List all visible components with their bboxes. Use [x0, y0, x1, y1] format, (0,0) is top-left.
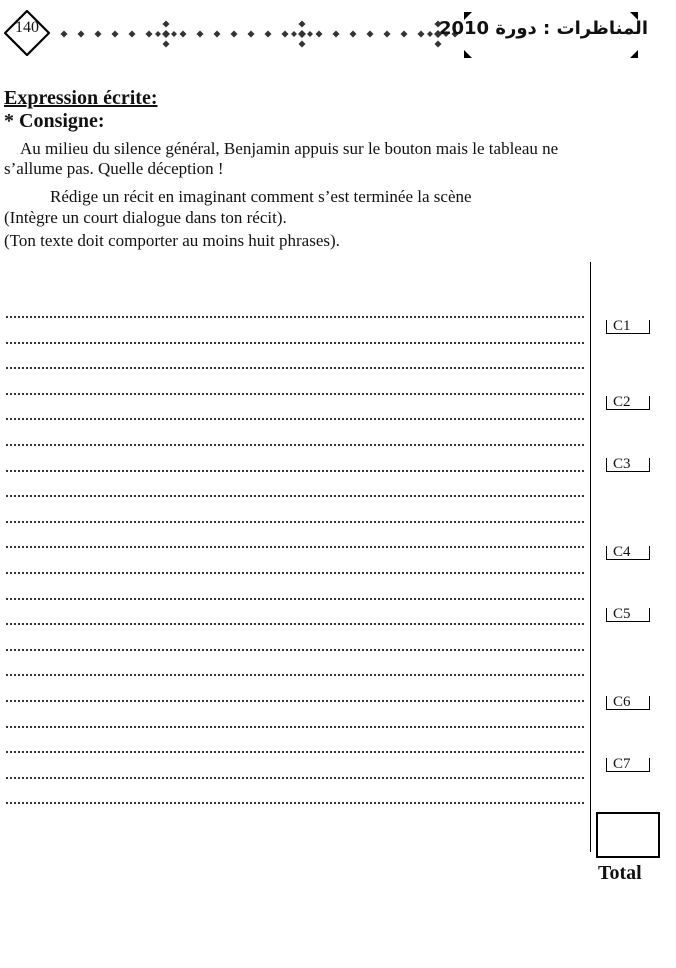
diamond-dot-icon: [171, 31, 177, 37]
diamond-dot-icon: [298, 30, 306, 38]
diamond-dot-icon: [350, 31, 357, 38]
diamond-dot-icon: [427, 31, 433, 37]
dotted-writing-line[interactable]: [6, 444, 584, 447]
criterion-box-c1: C1: [606, 320, 650, 334]
diamond-dot-icon: [112, 31, 119, 38]
dotted-writing-line[interactable]: [6, 598, 584, 601]
diamond-dot-icon: [299, 41, 306, 48]
margin-divider: [590, 262, 591, 852]
consigne-line: Rédige un récit en imaginant comment s’est terminée la scène: [50, 187, 472, 206]
dotted-writing-line[interactable]: [6, 751, 584, 754]
dotted-writing-line[interactable]: [6, 470, 584, 473]
section-title: Expression écrite:: [4, 87, 158, 109]
diamond-dot-icon: [61, 31, 68, 38]
diamond-dot-icon: [163, 41, 170, 48]
diamond-dot-icon: [214, 31, 221, 38]
diamond-dot-icon: [231, 31, 238, 38]
dotted-writing-line[interactable]: [6, 802, 584, 805]
diamond-dot-icon: [162, 30, 170, 38]
dotted-writing-line[interactable]: [6, 521, 584, 524]
page-header: [0, 0, 676, 60]
diamond-dot-icon: [384, 31, 391, 38]
header-title: المناظرات : دورة 2010: [438, 18, 648, 39]
criterion-box-c5: C5: [606, 608, 650, 622]
page-number: 140: [15, 19, 39, 36]
diamond-dot-icon: [401, 31, 408, 38]
criterion-box-c6: C6: [606, 696, 650, 710]
consigne-line: s’allume pas. Quelle déception !: [4, 159, 224, 178]
dotted-writing-line[interactable]: [6, 495, 584, 498]
criterion-box-c4: C4: [606, 546, 650, 560]
diamond-dot-icon: [129, 31, 136, 38]
diamond-dot-icon: [248, 31, 255, 38]
dotted-writing-line[interactable]: [6, 726, 584, 729]
dotted-writing-line[interactable]: [6, 623, 584, 626]
dotted-writing-line[interactable]: [6, 342, 584, 345]
dotted-writing-line[interactable]: [6, 572, 584, 575]
dotted-writing-line[interactable]: [6, 777, 584, 780]
dotted-writing-line[interactable]: [6, 367, 584, 370]
diamond-dot-icon: [307, 31, 313, 37]
dotted-writing-line[interactable]: [6, 546, 584, 549]
diamond-dot-icon: [291, 31, 297, 37]
diamond-dot-icon: [418, 31, 425, 38]
diamond-dot-icon: [95, 31, 102, 38]
diamond-dot-icon: [197, 31, 204, 38]
dotted-writing-line[interactable]: [6, 674, 584, 677]
criterion-box-c3: C3: [606, 458, 650, 472]
consigne-line: Au milieu du silence général, Benjamin appuis sur le bouton mais le tableau ne: [20, 139, 559, 158]
total-score-box[interactable]: [596, 812, 660, 858]
diamond-dot-icon: [146, 31, 153, 38]
diamond-dot-icon: [435, 41, 442, 48]
dotted-writing-line[interactable]: [6, 316, 584, 319]
header-decorative-dots: [58, 14, 468, 54]
diamond-dot-icon: [78, 31, 85, 38]
criterion-box-c2: C2: [606, 396, 650, 410]
total-label: Total: [598, 862, 642, 884]
dotted-writing-line[interactable]: [6, 700, 584, 703]
diamond-dot-icon: [180, 31, 187, 38]
diamond-dot-icon: [282, 31, 289, 38]
consigne-line: (Intègre un court dialogue dans ton récit).: [4, 208, 287, 227]
dotted-writing-line[interactable]: [6, 393, 584, 396]
consigne-title: * Consigne:: [4, 110, 105, 132]
diamond-dot-icon: [367, 31, 374, 38]
dotted-writing-line[interactable]: [6, 418, 584, 421]
diamond-dot-icon: [265, 31, 272, 38]
corner-mark-icon: [464, 50, 472, 58]
diamond-dot-icon: [155, 31, 161, 37]
diamond-dot-icon: [299, 21, 306, 28]
dotted-writing-line[interactable]: [6, 649, 584, 652]
diamond-dot-icon: [316, 31, 323, 38]
criterion-box-c7: C7: [606, 758, 650, 772]
diamond-dot-icon: [163, 21, 170, 28]
consigne-line: (Ton texte doit comporter au moins huit phrases).: [4, 231, 340, 250]
diamond-dot-icon: [333, 31, 340, 38]
corner-mark-icon: [630, 50, 638, 58]
